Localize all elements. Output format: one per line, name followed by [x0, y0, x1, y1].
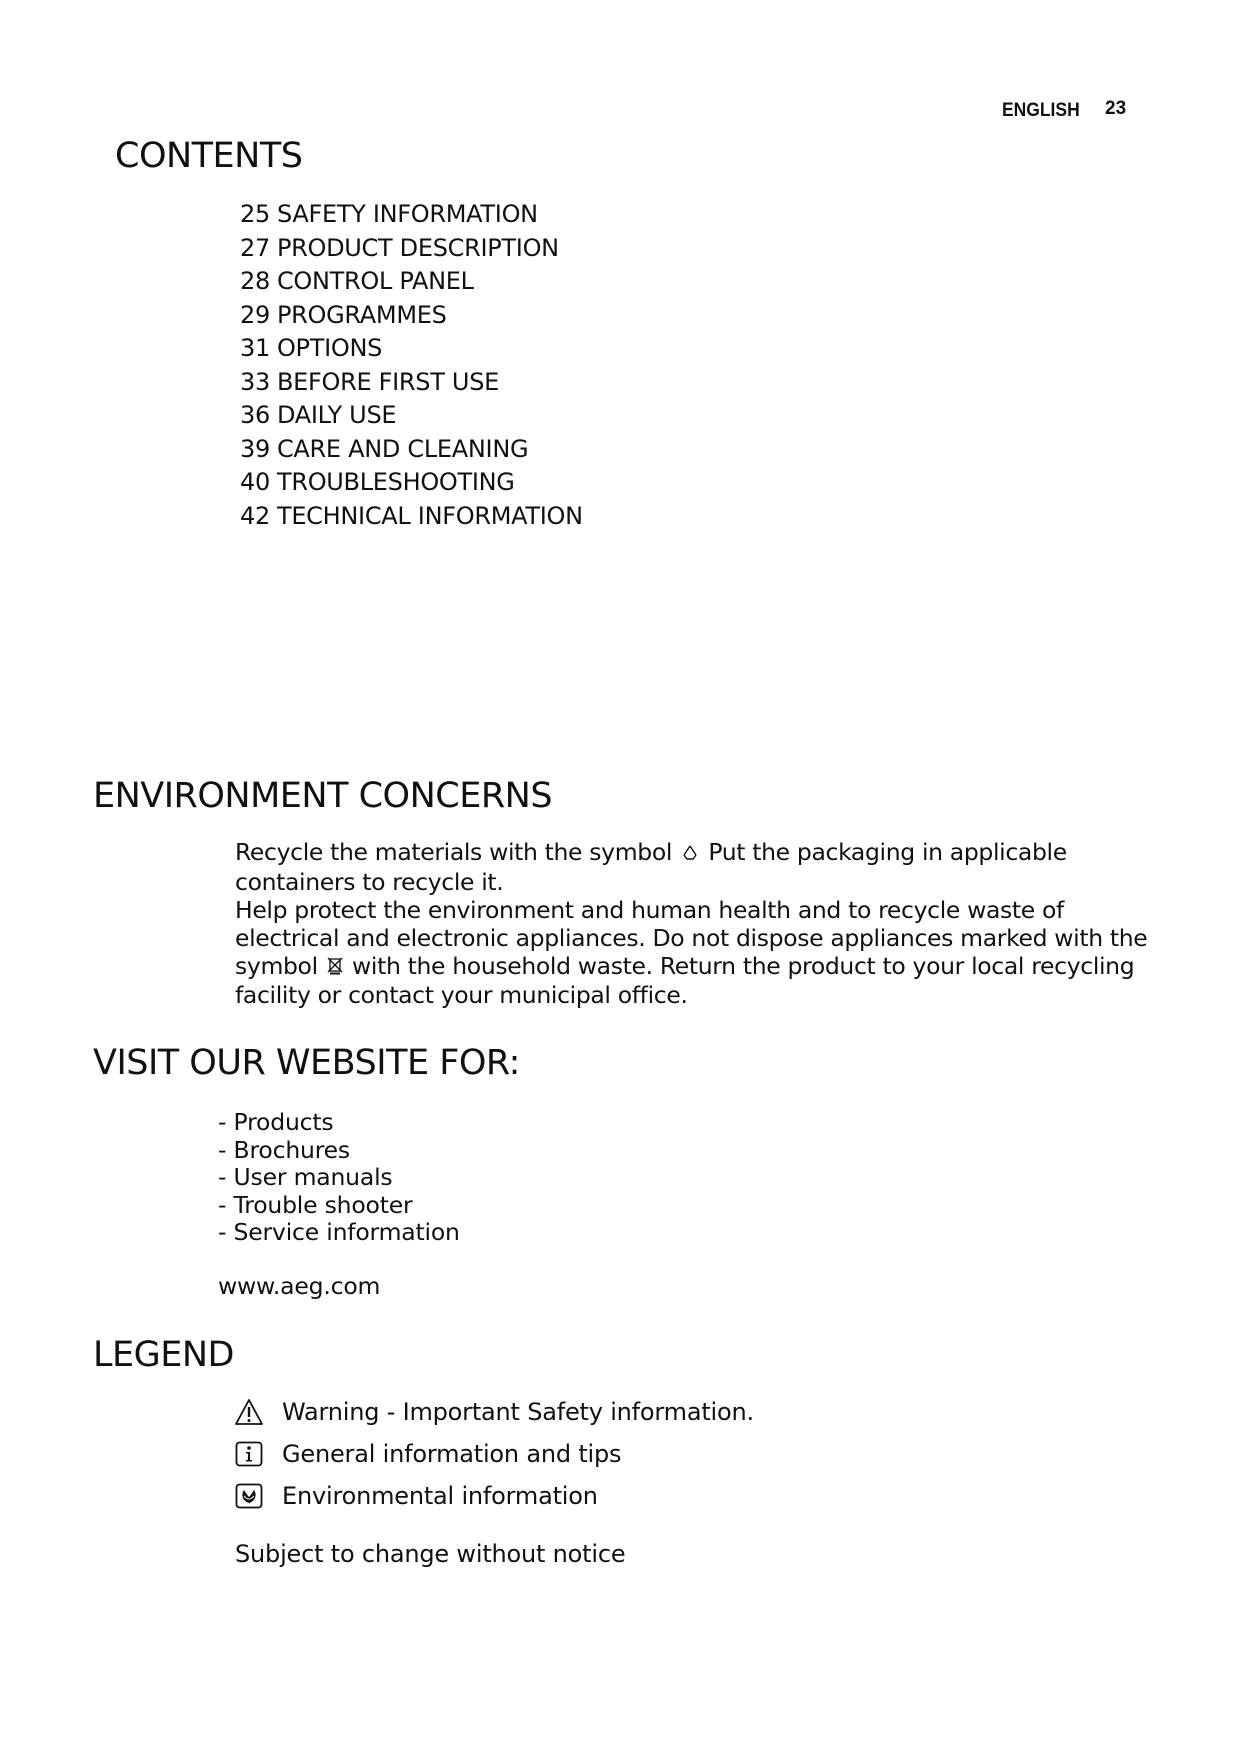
- toc-page: 27: [240, 233, 270, 262]
- toc-item: [240, 198, 583, 232]
- footer-note: Subject to change without notice: [235, 1540, 626, 1568]
- toc-item: [240, 265, 583, 299]
- legend-item-environment: [233, 1480, 598, 1512]
- environment-paragraph-2: Help protect the environment and human health and to recycle waste of electrical and electronic appliances. Do not dispose appliances marked with the symbol with the household waste. Return the product to your local recycling facility or contact your municipal office.: [235, 895, 1148, 1009]
- website-url[interactable]: www.aeg.com: [218, 1272, 381, 1300]
- toc-label: CONTROL PANEL: [276, 267, 474, 295]
- toc-page: 42: [240, 501, 270, 530]
- toc-page: 39: [240, 434, 270, 463]
- environment-text: [235, 838, 1155, 1009]
- environment-title: ENVIRONMENT CONCERNS: [93, 776, 553, 816]
- toc-label: TECHNICAL INFORMATION: [276, 501, 583, 530]
- toc-label: SAFETY INFORMATION: [276, 200, 538, 228]
- crossed-bin-icon: [327, 953, 343, 981]
- environment-icon: [233, 1480, 265, 1512]
- list-item: - Trouble shooter: [218, 1190, 413, 1219]
- toc-item: [240, 433, 583, 467]
- list-item: - User manuals: [218, 1163, 393, 1191]
- toc-item: [240, 366, 583, 400]
- legend-warning-text: Warning - Important Safety information.: [282, 1398, 754, 1426]
- legend-title: LEGEND: [93, 1335, 234, 1375]
- legend-info-text: General information and tips: [282, 1440, 622, 1468]
- legend-environment-text: Environmental information: [282, 1482, 598, 1510]
- legend-item-info: [233, 1438, 621, 1470]
- toc-item: [240, 332, 583, 366]
- toc-label: PRODUCT DESCRIPTION: [276, 233, 559, 262]
- toc-page: 40: [240, 468, 270, 496]
- toc-page: 36: [240, 401, 270, 429]
- page-number: 23: [1105, 98, 1127, 119]
- website-title: VISIT OUR WEBSITE FOR:: [93, 1043, 520, 1083]
- environment-paragraph-1: Recycle the materials with the symbol Put the packaging in applicable containers to recycle it.: [235, 838, 1067, 896]
- legend-item-warning: [233, 1396, 754, 1428]
- header-language: ENGLISH: [1002, 100, 1080, 121]
- toc-item: [240, 466, 583, 500]
- toc-label: TROUBLESHOOTING: [276, 468, 515, 496]
- toc-item: [240, 232, 583, 266]
- toc-page: 28: [240, 267, 270, 295]
- toc-label: CARE AND CLEANING: [276, 434, 529, 463]
- toc-page: 31: [240, 334, 270, 362]
- info-icon: [233, 1438, 265, 1470]
- list-item: - Service information: [218, 1218, 460, 1246]
- toc-label: OPTIONS: [276, 334, 383, 362]
- toc-page: 29: [240, 300, 270, 329]
- recycle-icon: [681, 840, 699, 868]
- toc-item: [240, 399, 583, 433]
- toc-page: 25: [240, 200, 270, 228]
- toc-label: BEFORE FIRST USE: [276, 367, 499, 396]
- website-list: [218, 1109, 460, 1247]
- toc-item: [240, 500, 583, 534]
- toc-label: PROGRAMMES: [276, 300, 447, 329]
- list-item: - Products: [218, 1108, 334, 1136]
- toc-page: 33: [240, 367, 270, 396]
- list-item: - Brochures: [218, 1135, 350, 1164]
- toc-item: [240, 299, 583, 333]
- contents-list: [240, 198, 583, 533]
- toc-label: DAILY USE: [276, 401, 397, 429]
- contents-title: CONTENTS: [115, 136, 303, 176]
- warning-icon: [233, 1396, 265, 1428]
